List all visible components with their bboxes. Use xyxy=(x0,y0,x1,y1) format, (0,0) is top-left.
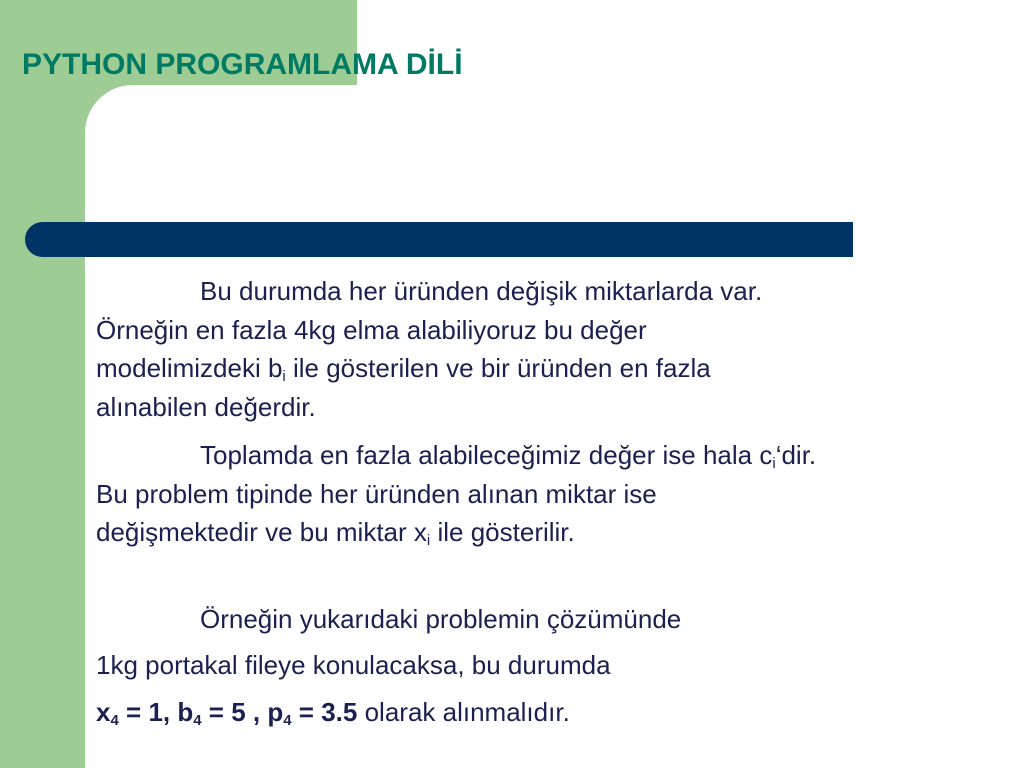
p1-line1: Bu durumda her üründen değişik miktarlarda var. xyxy=(200,276,763,306)
p1-line2: Örneğin en fazla 4kg elma alabiliyoruz bu değer xyxy=(96,314,647,345)
paragraph-2 xyxy=(96,436,1021,552)
paragraph-5 xyxy=(96,693,1021,732)
equation: $x_4 = 1$, $b_4 = 5$ , $p_4 = 3.5$ xyxy=(96,696,358,729)
p3-line1: Örneğin yukarıdaki problemin çözümünde xyxy=(200,603,682,634)
p1-line3-subscript: i xyxy=(282,368,286,385)
paragraph-1 xyxy=(96,272,1021,426)
p4-line1: 1kg portakal fileye konulacaksa, bu durumda xyxy=(96,650,611,680)
p2-line2: Bu problem tipinde her üründen alınan miktar ise xyxy=(96,478,657,509)
slide-body xyxy=(96,272,1021,731)
paragraph-3 xyxy=(96,600,1021,639)
p5-tail: olarak alınmalıdır. xyxy=(357,696,570,727)
p1-line3a: modelimizdeki b xyxy=(96,353,283,383)
title-divider-bar xyxy=(25,222,853,257)
p1-line4: alınabilen değerdir. xyxy=(96,391,316,422)
p2-line1a: Toplamda en fazla alabileceğimiz değer ise hala c xyxy=(200,440,773,470)
p2-line3b: ile gösterilir. xyxy=(430,517,575,547)
p2-line1-subscript: i xyxy=(772,455,776,472)
p2-line3-subscript: i xyxy=(426,532,431,549)
p2-line1b: ‘dir. xyxy=(775,440,817,470)
p2-line3a: değişmektedir ve bu miktar x xyxy=(96,517,427,547)
slide-title: PYTHON PROGRAMLAMA DİLİ xyxy=(22,48,463,81)
p1-line3b: ile gösterilen ve bir üründen en fazla xyxy=(285,353,711,383)
paragraph-4 xyxy=(96,646,1021,685)
